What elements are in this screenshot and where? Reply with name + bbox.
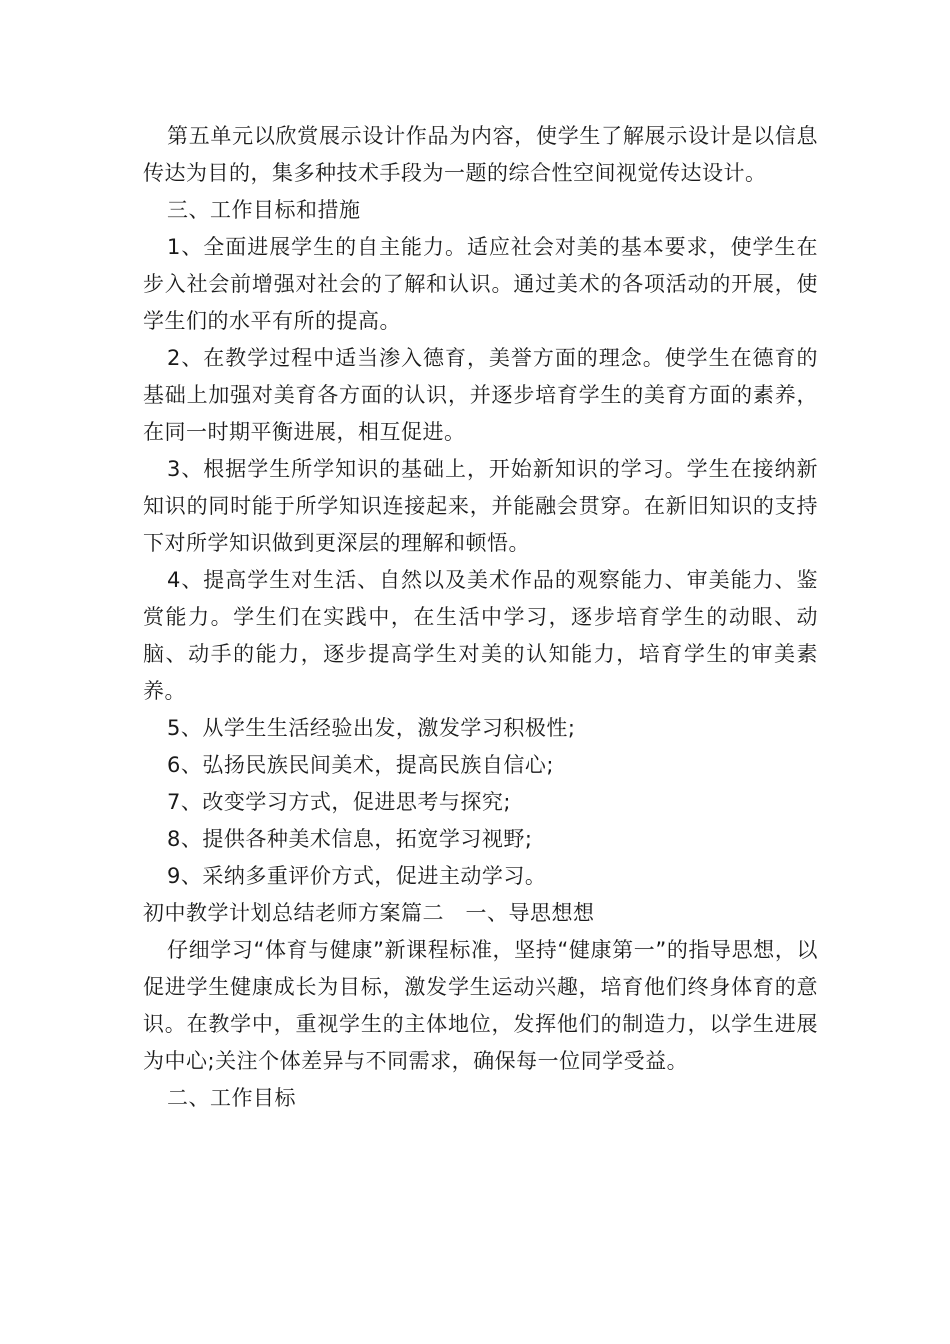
list-item-goal-1: 1、全面进展学生的自主能力。适应社会对美的基本要求，使学生在步入社会前增强对社会的了解和认识。通过美术的各项活动的开展，使学生们的水平有所的提高。 [143, 235, 818, 333]
list-item-goal-2: 2、在教学过程中适当渗入德育，美誉方面的理念。使学生在德育的基础上加强对美育各方面的认识，并逐步培育学生的美育方面的素养，在同一时期平衡进展，相互促进。 [143, 346, 818, 444]
article-two-title: 初中教学计划总结老师方案篇二 一、导思想想 [143, 901, 595, 925]
list-item-goal-4: 4、提高学生对生活、自然以及美术作品的观察能力、审美能力、鉴赏能力。学生们在实践中，在生活中学习，逐步培育学生的动眼、动脑、动手的能力，逐步提高学生对美的认知能力，培育学生的审美素养。 [143, 568, 818, 703]
paragraph-guiding-ideology: 仔细学习“体育与健康”新课程标准，坚持“健康第一”的指导思想，以促进学生健康成长为目标，激发学生运动兴趣，培育他们终身体育的意识。在教学中，重视学生的主体地位，发挥他们的制造力，以学生进展为中心;关注个体差异与不同需求，确保每一位同学受益。 [143, 938, 818, 1073]
list-item-goal-3: 3、根据学生所学知识的基础上，开始新知识的学习。学生在接纳新知识的同时能于所学知识连接起来，并能融会贯穿。在新旧知识的支持下对所学知识做到更深层的理解和顿悟。 [143, 457, 818, 555]
list-item-goal-6: 6、弘扬民族民间美术，提高民族自信心; [167, 753, 554, 777]
document-body [143, 118, 818, 1117]
list-item-goal-8: 8、提供各种美术信息，拓宽学习视野; [167, 827, 533, 851]
list-item-goal-9: 9、采纳多重评价方式，促进主动学习。 [167, 864, 547, 888]
list-item-goal-5: 5、从学生生活经验出发，激发学习积极性; [167, 716, 576, 740]
list-item-goal-7: 7、改变学习方式，促进思考与探究; [167, 790, 511, 814]
section-heading-goals-measures: 三、工作目标和措施 [167, 198, 361, 222]
section-heading-work-goals: 二、工作目标 [167, 1086, 296, 1110]
paragraph-unit-five: 第五单元以欣赏展示设计作品为内容，使学生了解展示设计是以信息传达为目的，集多种技术手段为一题的综合性空间视觉传达设计。 [143, 124, 818, 185]
